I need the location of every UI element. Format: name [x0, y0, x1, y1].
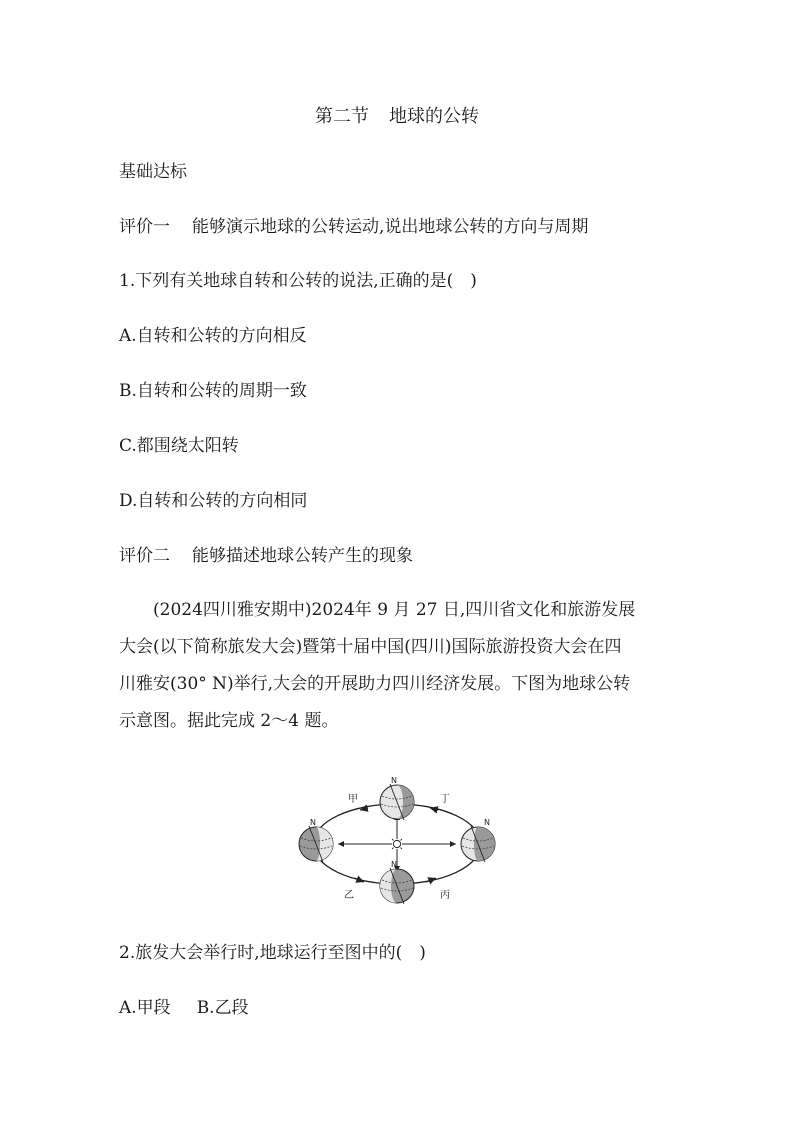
question-2-option-a[interactable]: A.甲段: [119, 998, 171, 1018]
segment-label-jia: 甲: [348, 794, 358, 805]
earth-left: [299, 826, 333, 862]
passage-line-3: 川雅安(30° N)举行,大会的开展助力四川经济发展。下图为地球公转: [119, 674, 631, 694]
question-1-option-a[interactable]: A.自转和公转的方向相反: [119, 326, 307, 346]
north-label-bottom: N: [391, 860, 397, 869]
earth-top: [380, 784, 414, 820]
section-number: 第二节: [315, 106, 369, 127]
passage-line-2: 大会(以下简称旅发大会)暨第十届中国(四川)国际旅游投资大会在四: [119, 637, 622, 657]
north-label-top: N: [391, 776, 397, 785]
evaluation-one-text: 能够演示地球的公转运动,说出地球公转的方向与周期: [192, 217, 589, 237]
passage-line-4: 示意图。据此完成 2～4 题。: [119, 711, 339, 731]
evaluation-two: [119, 544, 413, 568]
earth-revolution-diagram: [292, 772, 502, 912]
north-label-left: N: [310, 818, 316, 827]
question-2-option-b[interactable]: B.乙段: [196, 998, 249, 1018]
evaluation-two-text: 能够描述地球公转产生的现象: [192, 546, 413, 566]
segment-label-ding: 丁: [440, 794, 450, 805]
question-2-stem: 2.旅发大会举行时,地球运行至图中的( ): [119, 943, 426, 963]
north-label-right: N: [484, 818, 490, 827]
segment-label-bing: 丙: [440, 890, 450, 901]
passage: [119, 592, 677, 740]
passage-line-1: (2024四川雅安期中)2024年 9 月 27 日,四川省文化和旅游发展: [153, 600, 636, 620]
question-1-option-b[interactable]: B.自转和公转的周期一致: [119, 381, 307, 401]
earth-right: [461, 826, 495, 862]
evaluation-one: [119, 215, 588, 239]
earth-bottom: [380, 868, 414, 904]
basic-label: 基础达标: [119, 162, 187, 182]
question-2-options: [119, 996, 249, 1020]
section-title: [0, 104, 794, 130]
evaluation-two-label: 评价二: [119, 546, 170, 566]
question-1-option-d[interactable]: D.自转和公转的方向相同: [119, 491, 308, 511]
sun-icon: [390, 837, 404, 851]
segment-label-yi: 乙: [344, 890, 354, 901]
section-name: 地球的公转: [389, 106, 479, 127]
evaluation-one-label: 评价一: [119, 217, 170, 237]
question-1-option-c[interactable]: C.都围绕太阳转: [119, 436, 239, 456]
question-1-stem: 1.下列有关地球自转和公转的说法,正确的是( ): [119, 271, 477, 291]
